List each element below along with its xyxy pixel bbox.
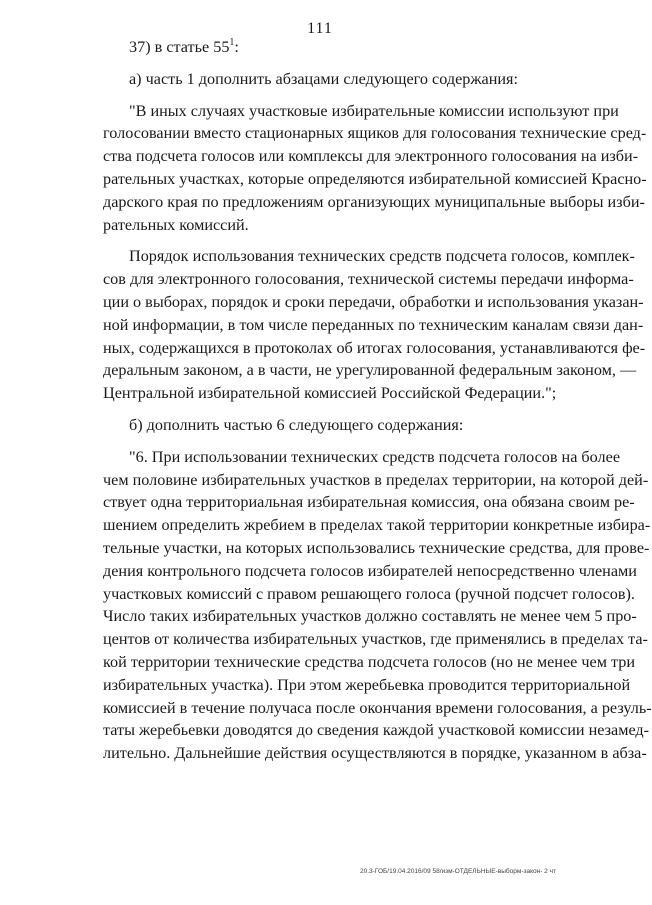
text-line: ции о выборах, порядок и сроки передачи, обработки и использования указан-	[103, 292, 644, 311]
text-line: дения контрольного подсчета голосов избирателей непосредственно членами	[103, 561, 637, 580]
text-line: рательных комиссий.	[103, 215, 249, 234]
text-line: шением определить жребием в пределах такой территории конкретные избира-	[103, 516, 651, 535]
text-line: лительно. Дальнейшие действия осуществляются в порядке, указанном в абза-	[103, 744, 647, 763]
text-line: сов для электронного голосования, технической системы передачи информа-	[103, 270, 634, 289]
text-line: ных, содержащихся в протоколах об итогах голосования, устанавливаются фе-	[103, 338, 646, 357]
footer-file-path: 20.3-ГОБ/19.04.2016/09 58/изм-ОТДЕЛЬНЫЕ-выборм-закон- 2 чт	[360, 868, 556, 875]
item-b: б) дополнить частью 6 следующего содержания:	[129, 415, 464, 434]
text-line: дарского края по предложениям организующих муниципальные выборы изби-	[103, 192, 645, 211]
text-line: ствует одна территориальная избирательная комиссия, она обязана своим ре-	[103, 493, 635, 512]
text-line: деральным законом, а в части, не урегулированной федеральным законом, —	[103, 361, 637, 380]
text-line: Число таких избирательных участков должно составлять не менее чем 5 про-	[103, 607, 637, 626]
text-line: Центральной избирательной комиссией Российской Федерации.";	[103, 384, 557, 403]
article-heading	[103, 36, 594, 59]
text-line: ства подсчета голосов или комплексы для электронного голосования на изби-	[103, 147, 639, 166]
text-line: центов от количества избирательных участков, где применялись в пределах та-	[103, 630, 648, 649]
paragraph-3	[103, 446, 652, 765]
text-line: чем половине избирательных участков в пределах территории, на которой дей-	[103, 470, 649, 489]
page-number: 111	[307, 20, 333, 37]
text-line: ной информации, в том числе переданных по техническим каналам связи дан-	[103, 315, 644, 334]
text-line: "6. При использовании технических средств подсчета голосов на более	[129, 447, 620, 466]
text-line: Порядок использования технических средств подсчета голосов, комплек-	[129, 247, 635, 266]
text-line: рательных участках, которые определяются избирательной комиссией Красно-	[103, 169, 647, 188]
text-line: голосовании вместо стационарных ящиков для голосования технические сред-	[103, 124, 647, 143]
article-heading-colon: :	[234, 38, 239, 56]
text-line: тельные участки, на которых использовались технические средства, для прове-	[103, 538, 650, 557]
document-body	[103, 36, 652, 765]
paragraph-1	[103, 100, 647, 237]
text-line: кой территории технические средства подсчета голосов (но не менее чем три	[103, 652, 636, 671]
text-line: таты жеребьевки доводятся до сведения каждой участковой комиссии незамед-	[103, 721, 650, 740]
text-line: избирательных участка). При этом жеребьевка проводится территориальной	[103, 675, 631, 694]
article-heading-superscript: 1	[229, 37, 235, 48]
text-line: "В иных случаях участковые избирательные комиссии используют при	[129, 101, 619, 120]
article-heading-text: 37) в статье 55	[129, 38, 230, 56]
text-line: комиссией в течение получаса после окончания времени голосования, а резуль-	[103, 698, 652, 717]
text-line: участковых комиссий с правом решающего голоса (ручной подсчет голосов).	[103, 584, 635, 603]
item-a: а) часть 1 дополнить абзацами следующего содержания:	[129, 69, 519, 88]
paragraph-2	[103, 245, 646, 405]
